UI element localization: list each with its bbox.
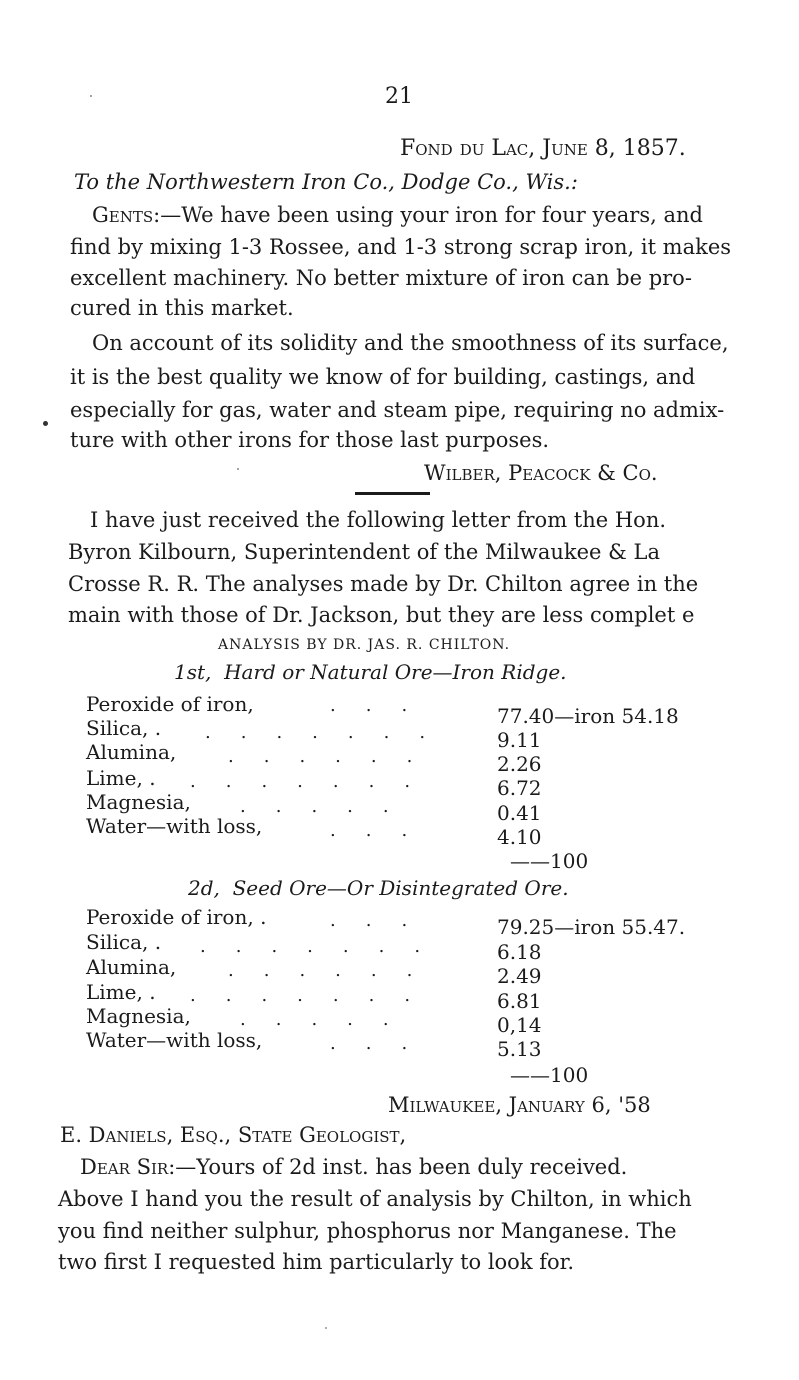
dot-leader: ...	[330, 1033, 438, 1054]
letter1-para2-line1: On account of its solidity and the smoothness of its surface,	[92, 331, 729, 355]
analysis2-row: Silica, .	[86, 930, 162, 954]
letter1-address: To the Northwestern Iron Co., Dodge Co., Wis.:	[74, 170, 578, 194]
analysis2-value: 6.18	[497, 940, 542, 964]
letter1-salutation: Gents	[92, 203, 154, 227]
dot-leader: .......	[205, 722, 456, 743]
analysis-heading: ANALYSIS BY DR. JAS. R. CHILTON.	[218, 637, 511, 653]
letter2-line1: Dear Sir:—Yours of 2d inst. has been duly received.	[80, 1155, 628, 1179]
analysis1-total: ——100	[510, 849, 589, 873]
letter2-line4: two first I requested him particularly to look for.	[58, 1250, 575, 1274]
letter2-line2: Above I hand you the result of analysis by Chilton, in which	[58, 1187, 692, 1211]
analysis1-row: Peroxide of iron,	[86, 692, 254, 716]
dot-leader: ......	[228, 746, 443, 767]
analysis1-row: Water—with loss,	[86, 814, 263, 838]
letter2-address: E. Daniels, Esq., State Geologist,	[60, 1123, 407, 1147]
letter2-dateline: Milwaukee, January 6, '58	[388, 1093, 651, 1117]
analysis2-value: 79.25—iron 55.47.	[497, 915, 686, 939]
analysis2-row: Lime, .	[86, 980, 156, 1004]
page-number: 21	[385, 84, 413, 109]
section-divider	[355, 492, 430, 495]
intro-line3: Crosse R. R. The analyses made by Dr. Chilton agree in the	[68, 572, 699, 596]
dot-leader: ...	[330, 820, 438, 841]
analysis1-value: 9.11	[497, 728, 542, 752]
scan-speck	[237, 468, 239, 470]
letter1-dateline: Fond du Lac, June 8, 1857.	[400, 136, 686, 161]
dot-leader: .....	[240, 1009, 419, 1030]
scan-speck	[325, 1327, 327, 1329]
analysis1-value: 4.10	[497, 825, 542, 849]
dot-leader: .....	[240, 796, 419, 817]
analysis1-row: Alumina,	[86, 740, 177, 764]
letter2-salutation: Dear Sir	[80, 1155, 169, 1179]
dot-leader: ...	[330, 695, 438, 716]
analysis1-row: Silica, .	[86, 716, 162, 740]
analysis1-title: 1st, Hard or Natural Ore—Iron Ridge.	[174, 660, 567, 684]
scan-speck	[43, 421, 48, 426]
analysis1-value: 77.40—iron 54.18	[497, 704, 679, 728]
analysis2-row: Water—with loss,	[86, 1028, 263, 1052]
analysis2-row: Alumina,	[86, 955, 177, 979]
analysis2-value: 5.13	[497, 1037, 542, 1061]
letter1-para1-line2: find by mixing 1-3 Rossee, and 1-3 strong scrap iron, it makes	[70, 235, 732, 259]
analysis2-row: Peroxide of iron, .	[86, 905, 267, 929]
analysis1-value: 6.72	[497, 776, 542, 800]
intro-line4: main with those of Dr. Jackson, but they are less complet e	[68, 603, 695, 627]
analysis2-row: Magnesia,	[86, 1004, 191, 1028]
analysis2-total: ——100	[510, 1063, 589, 1087]
intro-line1: I have just received the following letter from the Hon.	[90, 508, 667, 532]
dot-leader: .......	[190, 771, 441, 792]
letter2-line3: you find neither sulphur, phosphorus nor Manganese. The	[58, 1219, 677, 1243]
analysis2-value: 6.81	[497, 989, 542, 1013]
letter1-para2-line3: especially for gas, water and steam pipe, requiring no admix-	[70, 398, 725, 422]
letter1-para1-line4: cured in this market.	[70, 296, 294, 320]
analysis1-value: 0.41	[497, 801, 542, 825]
analysis2-value: 2.49	[497, 964, 542, 988]
letter1-para1-line1: Gents:—We have been using your iron for four years, and	[92, 203, 703, 227]
analysis1-value: 2.26	[497, 752, 542, 776]
analysis1-row: Magnesia,	[86, 790, 191, 814]
letter1-para2-line4: ture with other irons for those last purposes.	[70, 428, 550, 452]
analysis2-value: 0,14	[497, 1013, 542, 1037]
dot-leader: ......	[228, 960, 443, 981]
intro-line2: Byron Kilbourn, Superintendent of the Milwaukee & La	[68, 540, 660, 564]
dot-leader: .......	[200, 936, 451, 957]
dot-leader: .......	[190, 985, 441, 1006]
dot-leader: ...	[330, 910, 438, 931]
analysis1-row: Lime, .	[86, 766, 156, 790]
letter1-signature: Wilber, Peacock & Co.	[424, 461, 658, 485]
letter1-para1-line3: excellent machinery. No better mixture of iron can be pro-	[70, 266, 692, 290]
analysis2-title: 2d, Seed Ore—Or Disintegrated Ore.	[188, 876, 569, 900]
letter1-para2-line2: it is the best quality we know of for building, castings, and	[70, 365, 696, 389]
scan-speck	[90, 95, 92, 97]
